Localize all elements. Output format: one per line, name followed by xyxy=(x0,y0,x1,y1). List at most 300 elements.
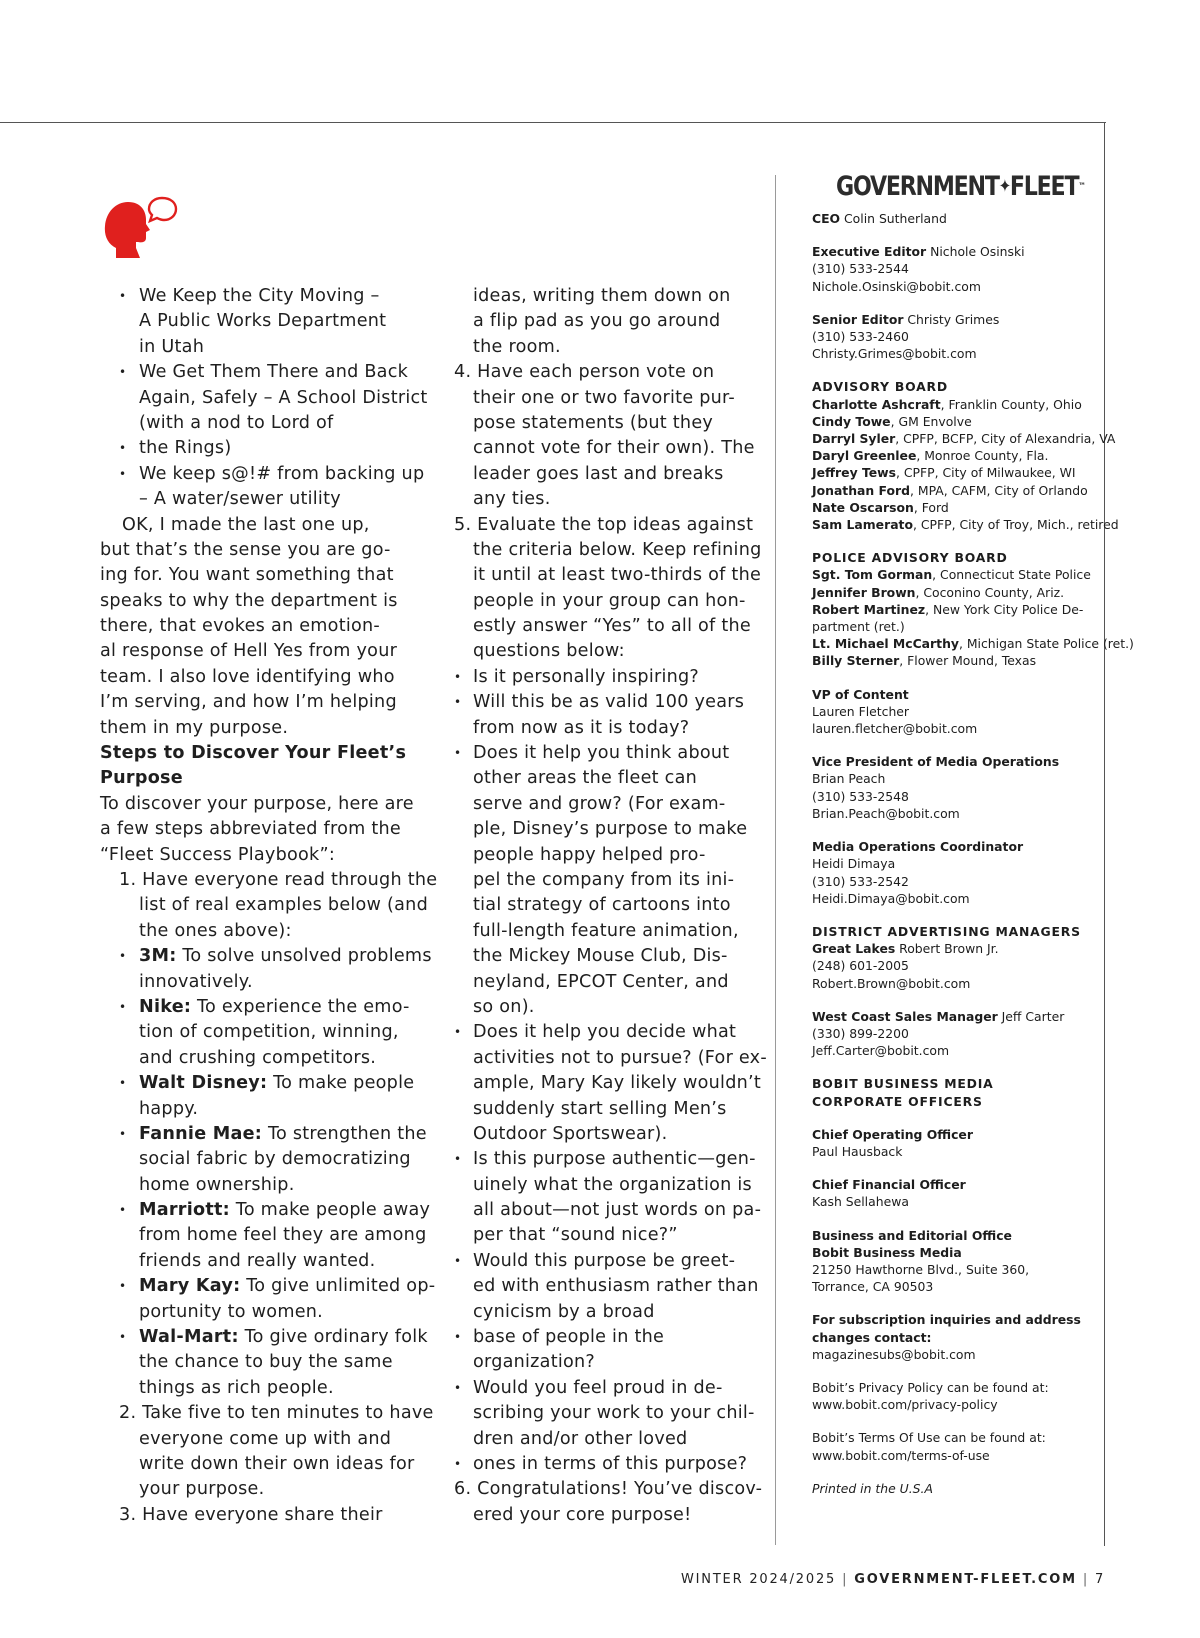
text-line xyxy=(100,843,410,868)
masthead-line xyxy=(812,482,1102,499)
text-line xyxy=(100,690,410,715)
masthead-text: Bobit’s Privacy Policy can be found at: xyxy=(812,1379,1049,1395)
line-text: We Get Them There and Back xyxy=(139,362,409,383)
line-text: uinely what the organization is xyxy=(473,1174,752,1195)
line-text: but that’s the sense you are go- xyxy=(100,539,391,560)
line-text: everyone come up with and xyxy=(139,1428,392,1449)
masthead-line xyxy=(812,243,1102,260)
line-text: people in your group can hon- xyxy=(473,590,746,611)
line-text: per that “sound nice?” xyxy=(473,1225,678,1246)
masthead-line xyxy=(812,652,1102,669)
masthead-line xyxy=(812,1346,1102,1363)
text-line xyxy=(454,944,754,969)
bold-label: Chief Financial Officer xyxy=(812,1177,966,1193)
masthead-text[interactable]: Robert.Brown@bobit.com xyxy=(812,975,971,991)
line-text: the Mickey Mouse Club, Dis- xyxy=(473,946,728,967)
line-text: write down their own ideas for xyxy=(139,1453,415,1474)
bold-label: Chief Operating Officer xyxy=(812,1126,973,1142)
line-text: and crushing competitors. xyxy=(139,1047,377,1068)
bold-label: Media Operations Coordinator xyxy=(812,839,1024,855)
masthead-line xyxy=(812,1126,1102,1143)
text-line xyxy=(100,284,410,309)
text-line xyxy=(454,513,754,538)
line-text: leader goes last and breaks xyxy=(473,463,724,484)
masthead-line xyxy=(812,1261,1102,1278)
text-line xyxy=(454,919,754,944)
line-text: A Public Works Department xyxy=(139,311,387,332)
bold-label: CEO xyxy=(812,211,841,226)
column-divider xyxy=(775,175,776,1545)
text-line xyxy=(454,639,754,664)
line-text: Is this purpose authentic—gen- xyxy=(473,1149,756,1170)
masthead-line xyxy=(812,1329,1102,1346)
text-line xyxy=(100,1350,410,1375)
masthead-line xyxy=(812,278,1102,295)
line-text: pel the company from its ini- xyxy=(473,869,735,890)
masthead-text: Paul Hausback xyxy=(812,1143,903,1159)
line-text: To give ordinary folk xyxy=(238,1327,428,1348)
masthead-block xyxy=(812,1379,1102,1413)
line-text: Is it personally inspiring? xyxy=(473,666,699,687)
masthead-line xyxy=(812,584,1102,601)
section-label: POLICE ADVISORY BOARD xyxy=(812,550,1008,566)
line-text: innovatively. xyxy=(139,971,253,992)
text-line xyxy=(454,995,754,1020)
masthead-line xyxy=(812,855,1102,872)
line-text: – A water/sewer utility xyxy=(139,489,341,510)
text-line xyxy=(454,1020,754,1045)
text-line xyxy=(100,335,410,360)
page-number: 7 xyxy=(1095,1572,1106,1587)
section-label: ADVISORY BOARD xyxy=(812,379,948,395)
bold-lead: Fannie Mae: xyxy=(139,1123,263,1144)
masthead-text: (248) 601-2005 xyxy=(812,958,909,974)
bold-label: Bobit Business Media xyxy=(812,1244,962,1260)
bold-lead: Nike: xyxy=(139,996,192,1017)
line-text: Again, Safely – A School District xyxy=(139,387,428,408)
line-text: organization? xyxy=(473,1352,595,1373)
bold-label: Sgt. Tom Gorman xyxy=(812,567,933,583)
head-silhouette-icon xyxy=(105,202,150,258)
line-text: in Utah xyxy=(139,336,205,357)
masthead-block xyxy=(812,1311,1102,1363)
bold-label: Senior Editor xyxy=(812,311,904,327)
masthead-text: , CPFP, City of Troy, Mich., retired xyxy=(913,517,1119,533)
masthead-text: , CPFP, BCFP, City of Alexandria, VA xyxy=(895,431,1116,447)
masthead-text[interactable]: lauren.fletcher@bobit.com xyxy=(812,721,978,737)
line-text: estly answer “Yes” to all of the xyxy=(473,616,751,637)
text-line xyxy=(454,284,754,309)
line-text: from home feel they are among xyxy=(139,1225,427,1246)
line-text: ample, Mary Kay likely wouldn’t xyxy=(473,1073,762,1094)
line-text: To strengthen the xyxy=(262,1123,427,1144)
bold-label: VP of Content xyxy=(812,686,909,702)
line-text: any ties. xyxy=(473,489,551,510)
masthead-line xyxy=(812,1244,1102,1261)
line-text: dren and/or other loved xyxy=(473,1428,688,1449)
text-line xyxy=(100,386,428,411)
bold-label: Sam Lamerato xyxy=(812,517,913,533)
masthead-line xyxy=(812,838,1102,855)
text-line xyxy=(454,1173,754,1198)
line-text: To solve unsolved problems xyxy=(176,946,432,967)
line-text: cynicism by a broad xyxy=(473,1301,655,1322)
text-line xyxy=(454,792,754,817)
masthead-line xyxy=(812,1193,1102,1210)
line-text: happy. xyxy=(139,1098,199,1119)
masthead-text: , CPFP, City of Milwaukee, WI xyxy=(896,465,1076,481)
line-text: base of people in the xyxy=(473,1327,665,1348)
masthead-line xyxy=(812,686,1102,703)
masthead-text: , Franklin County, Ohio xyxy=(940,396,1082,412)
line-text: 5. Evaluate the top ideas against xyxy=(454,514,754,535)
bold-label: Cindy Towe xyxy=(812,413,891,429)
line-text: so on). xyxy=(473,996,535,1017)
text-line xyxy=(100,817,410,842)
masthead-text: Torrance, CA 90503 xyxy=(812,1279,934,1295)
page-footer: WINTER 2024/2025 | GOVERNMENT-FLEET.COM | 7 xyxy=(681,1572,1106,1587)
text-line xyxy=(454,386,754,411)
text-line xyxy=(100,1477,410,1502)
masthead-line xyxy=(812,260,1102,277)
masthead-block xyxy=(812,753,1102,822)
text-line xyxy=(454,1097,754,1122)
text-line xyxy=(454,1300,754,1325)
text-line xyxy=(454,1223,754,1248)
line-text: from now as it is today? xyxy=(473,717,690,738)
website-link[interactable]: GOVERNMENT-FLEET.COM xyxy=(854,1572,1077,1587)
text-line xyxy=(100,893,428,918)
text-line xyxy=(454,487,754,512)
text-line xyxy=(454,360,754,385)
masthead-text[interactable]: www.bobit.com/privacy-policy xyxy=(812,1397,998,1413)
line-text: all about—not just words on pa- xyxy=(473,1200,762,1221)
text-line xyxy=(100,1097,410,1122)
text-line xyxy=(454,1147,754,1172)
top-rule xyxy=(0,122,1106,123)
line-text: ple, Disney’s purpose to make xyxy=(473,819,748,840)
text-line xyxy=(454,563,762,588)
text-line xyxy=(454,335,754,360)
text-line xyxy=(100,792,414,817)
section-heading-line xyxy=(100,741,410,766)
bold-label: Lt. Michael McCarthy xyxy=(812,636,959,652)
line-text: activities not to pursue? (For ex- xyxy=(473,1047,767,1068)
text-line xyxy=(100,487,410,512)
line-text: Does it help you think about xyxy=(473,743,730,764)
bold-label: changes contact: xyxy=(812,1329,932,1345)
line-text: Would this purpose be greet- xyxy=(473,1250,736,1271)
masthead-text: Lauren Fletcher xyxy=(812,703,910,719)
masthead-block xyxy=(812,549,1134,669)
text-line xyxy=(454,1427,754,1452)
line-text: the room. xyxy=(473,336,561,357)
masthead-text[interactable]: magazinesubs@bobit.com xyxy=(812,1346,976,1362)
logo-star-icon: ✦ xyxy=(998,176,1010,197)
text-line xyxy=(454,1503,754,1528)
line-text: home ownership. xyxy=(139,1174,295,1195)
masthead-line xyxy=(812,1480,1102,1497)
bold-label: Jeffrey Tews xyxy=(812,465,896,481)
masthead-line xyxy=(812,753,1102,770)
bold-label: West Coast Sales Manager xyxy=(812,1008,998,1024)
text-line xyxy=(454,1046,767,1071)
masthead-text: Nichole Osinski xyxy=(926,244,1025,260)
masthead-text: , New York City Police De- xyxy=(925,601,1084,617)
line-text: To give unlimited op- xyxy=(240,1276,436,1297)
line-text: the chance to buy the same xyxy=(139,1352,393,1373)
text-line xyxy=(100,1223,427,1248)
line-text: 2. Take five to ten minutes to have xyxy=(119,1403,434,1424)
bold-label: Billy Sterner xyxy=(812,653,900,669)
line-text: 6. Congratulations! You’ve discov- xyxy=(454,1479,763,1500)
masthead-block xyxy=(812,1480,1102,1497)
masthead-line xyxy=(812,430,1116,447)
masthead-text: , Flower Mound, Texas xyxy=(899,653,1037,669)
masthead-text: (310) 533-2460 xyxy=(812,329,909,345)
government-fleet-logo: GOVERNMENT✦FLEET™ xyxy=(836,171,1086,202)
masthead-text: , Michigan State Police (ret.) xyxy=(958,636,1134,652)
article-column-2 xyxy=(454,284,767,1528)
text-line xyxy=(454,1401,754,1426)
line-text: To experience the emo- xyxy=(191,996,410,1017)
masthead-text: Christy Grimes xyxy=(903,311,1000,327)
line-text: 3. Have everyone share their xyxy=(119,1504,383,1525)
line-text: serve and grow? (For exam- xyxy=(473,793,726,814)
masthead-line xyxy=(812,923,1102,940)
masthead-line xyxy=(812,703,1102,720)
bold-label: Jonathan Ford xyxy=(812,482,910,498)
line-text: Steps to Discover Your Fleet’s xyxy=(100,743,407,764)
text-line xyxy=(454,843,754,868)
masthead-line xyxy=(812,1143,1102,1160)
bold-label: For subscription inquiries and address xyxy=(812,1312,1081,1328)
bold-label: Charlotte Ashcraft xyxy=(812,396,941,412)
masthead-line xyxy=(812,1396,1102,1413)
line-text: 4. Have each person vote on xyxy=(454,362,715,383)
masthead-line xyxy=(812,1447,1102,1464)
text-line xyxy=(100,411,410,436)
masthead-text: (330) 899-2200 xyxy=(812,1025,909,1041)
line-text: ideas, writing them down on xyxy=(473,286,731,306)
bold-label: Jennifer Brown xyxy=(812,584,916,600)
masthead-text[interactable]: Nichole.Osinski@bobit.com xyxy=(812,278,981,294)
masthead-text[interactable]: Brian.Peach@bobit.com xyxy=(812,805,960,821)
masthead-line xyxy=(812,413,1102,430)
text-line xyxy=(100,1401,434,1426)
text-line xyxy=(454,741,754,766)
text-line xyxy=(100,513,410,538)
text-line xyxy=(100,868,438,893)
line-text: (with a nod to Lord of xyxy=(139,412,334,433)
text-line xyxy=(100,716,410,741)
masthead-line xyxy=(812,345,1102,362)
section-label: CORPORATE OFFICERS xyxy=(812,1093,983,1109)
line-text: other areas the fleet can xyxy=(473,768,697,789)
text-line xyxy=(454,1198,762,1223)
text-line xyxy=(454,893,754,918)
text-line xyxy=(100,1503,410,1528)
line-text: things as rich people. xyxy=(139,1377,334,1398)
masthead-line xyxy=(812,1042,1102,1059)
text-line xyxy=(100,436,410,461)
line-text: cannot vote for their own). The xyxy=(473,438,755,459)
masthead-line xyxy=(812,1008,1102,1025)
bold-label: Great Lakes xyxy=(812,941,896,957)
text-line xyxy=(100,1325,428,1350)
bold-label: Robert Martinez xyxy=(812,601,926,617)
article-column-1 xyxy=(100,284,438,1528)
masthead-line xyxy=(812,311,1102,328)
masthead-line xyxy=(812,720,1102,737)
text-line xyxy=(100,665,410,690)
bold-lead: Wal-Mart: xyxy=(139,1327,239,1348)
line-text: friends and really wanted. xyxy=(139,1250,376,1271)
masthead-text: Kash Sellahewa xyxy=(812,1194,909,1210)
text-line xyxy=(100,1274,436,1299)
masthead-text[interactable]: Christy.Grimes@bobit.com xyxy=(812,346,977,362)
masthead-text: , MPA, CAFM, City of Orlando xyxy=(910,482,1088,498)
masthead-line xyxy=(812,378,1102,395)
text-line xyxy=(454,1477,763,1502)
bold-label: Executive Editor xyxy=(812,244,927,260)
text-line xyxy=(454,1350,754,1375)
line-text: speaks to why the department is xyxy=(100,590,398,611)
line-text: We Keep the City Moving – xyxy=(139,286,380,306)
masthead-text: 21250 Hawthorne Blvd., Suite 360, xyxy=(812,1261,1030,1277)
right-rule xyxy=(1104,122,1105,1546)
line-text: list of real examples below (and xyxy=(139,895,428,916)
masthead-text: Bobit’s Terms Of Use can be found at: xyxy=(812,1430,1046,1446)
masthead-line xyxy=(812,1176,1102,1193)
masthead-line xyxy=(812,328,1102,345)
masthead-line xyxy=(812,805,1102,822)
masthead-block xyxy=(812,243,1102,295)
line-text: Does it help you decide what xyxy=(473,1022,737,1043)
bold-lead: Walt Disney: xyxy=(139,1073,268,1094)
masthead-text: (310) 533-2544 xyxy=(812,261,909,277)
masthead-text: (310) 533-2548 xyxy=(812,788,909,804)
line-text: To make people away xyxy=(229,1200,431,1221)
section-label: DISTRICT ADVERTISING MANAGERS xyxy=(812,923,1081,939)
masthead-line xyxy=(812,618,1102,635)
masthead-line xyxy=(812,1093,1102,1110)
text-line xyxy=(100,360,410,385)
text-line xyxy=(454,1249,754,1274)
line-text: “Fleet Success Playbook”: xyxy=(100,844,336,865)
line-text: tion of competition, winning, xyxy=(139,1022,399,1043)
masthead-line xyxy=(812,873,1102,890)
masthead-line xyxy=(812,1278,1102,1295)
masthead-line xyxy=(812,1075,1102,1092)
masthead-block xyxy=(812,686,1102,738)
masthead-block xyxy=(812,923,1102,992)
text-line xyxy=(454,970,754,995)
masthead-text: , Connecticut State Police xyxy=(932,567,1091,583)
text-line xyxy=(100,1122,427,1147)
masthead-line xyxy=(812,1429,1102,1446)
line-text: them in my purpose. xyxy=(100,717,289,738)
masthead-line xyxy=(812,464,1102,481)
masthead-text[interactable]: www.bobit.com/terms-of-use xyxy=(812,1447,990,1463)
line-text: Would you feel proud in de- xyxy=(473,1377,723,1398)
text-line xyxy=(454,690,754,715)
text-line xyxy=(100,309,410,334)
masthead-text: , Coconino County, Ariz. xyxy=(915,584,1065,600)
masthead-line xyxy=(812,1227,1102,1244)
masthead-text[interactable]: Heidi.Dimaya@bobit.com xyxy=(812,890,970,906)
text-line xyxy=(454,411,754,436)
line-text: neyland, EPCOT Center, and xyxy=(473,971,729,992)
masthead-line xyxy=(812,770,1102,787)
masthead-line xyxy=(812,890,1102,907)
line-text: it until at least two-thirds of the xyxy=(473,565,762,586)
text-line xyxy=(100,944,432,969)
text-line xyxy=(100,1427,410,1452)
bold-lead: Marriott: xyxy=(139,1200,230,1221)
text-line xyxy=(454,766,754,791)
text-line xyxy=(454,1376,754,1401)
text-line xyxy=(454,538,762,563)
line-text: Will this be as valid 100 years xyxy=(473,692,745,713)
text-line xyxy=(100,1071,415,1096)
line-text: team. I also love identifying who xyxy=(100,666,395,687)
line-text: suddenly start selling Men’s xyxy=(473,1098,727,1119)
text-line xyxy=(454,817,754,842)
masthead-text[interactable]: Jeff.Carter@bobit.com xyxy=(812,1043,950,1059)
text-line xyxy=(454,1452,754,1477)
line-text: I’m serving, and how I’m helping xyxy=(100,692,397,713)
text-line xyxy=(100,1300,410,1325)
masthead-text: (310) 533-2542 xyxy=(812,873,909,889)
masthead-line xyxy=(812,957,1102,974)
masthead xyxy=(812,170,1134,1497)
text-line xyxy=(100,462,425,487)
text-line xyxy=(454,665,754,690)
line-text: portunity to women. xyxy=(139,1301,324,1322)
masthead-line xyxy=(812,975,1102,992)
masthead-block xyxy=(812,1075,1102,1109)
text-line xyxy=(454,309,754,334)
line-text: OK, I made the last one up, xyxy=(122,514,370,535)
line-text: the ones above): xyxy=(139,920,292,941)
text-line xyxy=(100,970,410,995)
masthead-block xyxy=(812,1126,1102,1160)
line-text: your purpose. xyxy=(139,1479,265,1500)
line-text: the Rings) xyxy=(139,438,232,459)
line-text: people happy helped pro- xyxy=(473,844,706,865)
issue-date: WINTER 2024/2025 xyxy=(681,1572,837,1587)
line-text: full-length feature animation, xyxy=(473,920,739,941)
masthead-block xyxy=(812,1008,1102,1060)
text-line xyxy=(100,1249,410,1274)
text-line xyxy=(100,1020,410,1045)
masthead-line xyxy=(812,940,1102,957)
masthead-block xyxy=(812,1429,1102,1463)
line-text: ing for. You want something that xyxy=(100,565,394,586)
line-text: scribing your work to your chil- xyxy=(473,1403,755,1424)
text-line xyxy=(454,1122,754,1147)
text-line xyxy=(100,538,410,563)
head-speech-bubble-icon xyxy=(96,196,180,258)
masthead-text: Brian Peach xyxy=(812,771,886,787)
masthead-line xyxy=(812,1025,1102,1042)
masthead-line xyxy=(812,516,1119,533)
masthead-line xyxy=(812,1311,1102,1328)
text-line xyxy=(454,1274,759,1299)
line-text: a few steps abbreviated from the xyxy=(100,819,401,840)
text-line xyxy=(100,589,410,614)
